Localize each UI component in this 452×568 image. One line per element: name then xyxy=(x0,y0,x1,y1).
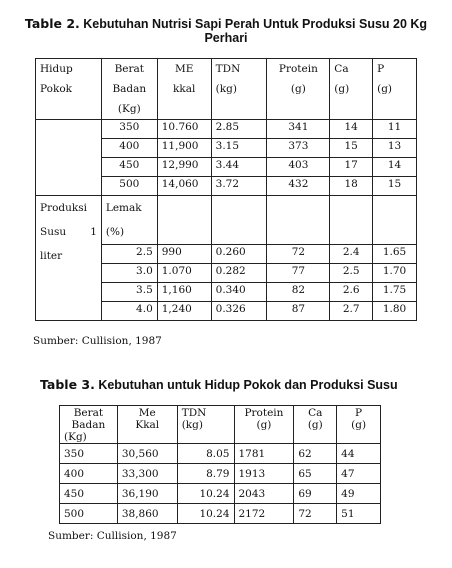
table2-title xyxy=(0,17,452,45)
table3-title-text: Kebutuhan untuk Hidup Pokok dan Produksi Susu xyxy=(94,378,398,392)
table-cell: 350 xyxy=(60,444,118,464)
header-text: (g) xyxy=(307,419,323,431)
susu-amount: 1 xyxy=(90,226,97,238)
table-cell: 1.070 xyxy=(157,264,211,283)
header-text: (g) xyxy=(334,83,350,95)
header-text: P xyxy=(377,63,385,75)
table-cell: 11,900 xyxy=(157,139,211,158)
table-cell: 10.760 xyxy=(157,120,211,139)
table-cell: 12,990 xyxy=(157,158,211,177)
table-cell: 36,190 xyxy=(117,484,177,504)
table-header-row xyxy=(36,59,417,120)
header-text: Kkal xyxy=(135,419,160,431)
header-hidup-pokok xyxy=(36,59,102,120)
table-cell: 3.15 xyxy=(211,139,267,158)
table-cell: 30,560 xyxy=(117,444,177,464)
table-cell: 0.260 xyxy=(211,245,267,264)
table-cell: 51 xyxy=(337,504,381,524)
maintenance-table xyxy=(59,405,381,524)
header-text: TDN xyxy=(215,63,241,75)
header-text: Berat xyxy=(73,407,104,419)
table3-title xyxy=(40,378,440,392)
empty-cell xyxy=(267,196,330,245)
empty-cell xyxy=(373,196,417,245)
header-text: Badan xyxy=(71,419,106,431)
susu-line xyxy=(40,220,97,244)
header-me xyxy=(157,59,211,120)
table-cell: 77 xyxy=(267,264,330,283)
lemak-header xyxy=(101,196,157,245)
header-text: Berat xyxy=(114,63,145,75)
lemak-label: Lemak xyxy=(105,202,142,214)
table-cell: 11 xyxy=(373,120,417,139)
table-cell: 2.6 xyxy=(330,283,373,302)
table-row xyxy=(60,444,381,464)
table2-title-text: Kebutuhan Nutrisi Sapi Perah Untuk Produksi Susu 20 Kg xyxy=(79,17,428,31)
table-cell: 15 xyxy=(330,139,373,158)
table-cell: 72 xyxy=(294,504,337,524)
table-row xyxy=(60,504,381,524)
table-cell: 0.326 xyxy=(211,302,267,321)
table-cell: 10.24 xyxy=(177,484,234,504)
header-text: P xyxy=(355,407,363,419)
table-cell: 1781 xyxy=(234,444,294,464)
table-cell: 65 xyxy=(294,464,337,484)
header-tdn xyxy=(211,59,267,120)
table-row xyxy=(60,464,381,484)
table-cell: 1,160 xyxy=(157,283,211,302)
header-text: Protein xyxy=(244,407,284,419)
header-text: (Kg) xyxy=(117,103,141,115)
table-cell: 0.340 xyxy=(211,283,267,302)
header-protein xyxy=(234,406,294,444)
table-cell: 2.4 xyxy=(330,245,373,264)
table-cell: 82 xyxy=(267,283,330,302)
header-text: Protein xyxy=(278,63,318,75)
table-cell: 4.0 xyxy=(101,302,157,321)
header-text: (g) xyxy=(351,419,367,431)
table2-title-line2: Perhari xyxy=(204,31,248,45)
table-cell: 1.75 xyxy=(373,283,417,302)
nutrition-table xyxy=(35,58,417,321)
header-text: (g) xyxy=(290,83,306,95)
table-cell: 3.44 xyxy=(211,158,267,177)
header-me xyxy=(117,406,177,444)
header-text: Ca xyxy=(334,63,349,75)
lemak-unit: (%) xyxy=(105,226,125,238)
table-row xyxy=(60,484,381,504)
header-text: (kg) xyxy=(215,83,237,95)
liter-label: liter xyxy=(40,250,63,262)
table-cell: 2.85 xyxy=(211,120,267,139)
table-cell: 2172 xyxy=(234,504,294,524)
header-p xyxy=(373,59,417,120)
header-ca xyxy=(330,59,373,120)
header-text: Ca xyxy=(308,407,323,419)
header-tdn xyxy=(177,406,234,444)
table-cell: 2.7 xyxy=(330,302,373,321)
empty-cell xyxy=(330,196,373,245)
susu-label: Susu xyxy=(40,226,67,238)
table-cell: 47 xyxy=(337,464,381,484)
table-cell: 373 xyxy=(267,139,330,158)
table-cell: 8.05 xyxy=(177,444,234,464)
table-cell: 1913 xyxy=(234,464,294,484)
header-berat-badan xyxy=(60,406,118,444)
header-text: Badan xyxy=(112,83,147,95)
table3-label: Table 3. xyxy=(40,377,95,392)
table-cell: 15 xyxy=(373,177,417,196)
table2-title-line1 xyxy=(0,17,452,31)
header-protein xyxy=(267,59,330,120)
table-cell: 14 xyxy=(373,158,417,177)
table3-source: Sumber: Cullision, 1987 xyxy=(48,530,177,542)
table-cell: 87 xyxy=(267,302,330,321)
produksi-header-row xyxy=(36,196,417,245)
table-cell: 500 xyxy=(101,177,157,196)
empty-cell xyxy=(157,196,211,245)
table-cell: 14 xyxy=(330,120,373,139)
empty-cell xyxy=(211,196,267,245)
hidup-pokok-cell xyxy=(36,120,102,196)
header-text: (kg) xyxy=(181,419,203,431)
table-cell: 990 xyxy=(157,245,211,264)
produksi-susu-cell xyxy=(36,196,102,321)
table2-source: Sumber: Cullision, 1987 xyxy=(33,335,162,347)
table-cell: 2.5 xyxy=(101,245,157,264)
table-cell: 350 xyxy=(101,120,157,139)
table-cell: 33,300 xyxy=(117,464,177,484)
table-cell: 3.5 xyxy=(101,283,157,302)
table-cell: 1.65 xyxy=(373,245,417,264)
table-cell: 17 xyxy=(330,158,373,177)
table-cell: 341 xyxy=(267,120,330,139)
header-text: kkal xyxy=(173,83,196,95)
header-ca xyxy=(294,406,337,444)
table-cell: 44 xyxy=(337,444,381,464)
table-cell: 450 xyxy=(101,158,157,177)
table-cell: 1,240 xyxy=(157,302,211,321)
table-cell: 72 xyxy=(267,245,330,264)
table-cell: 69 xyxy=(294,484,337,504)
header-text: (g) xyxy=(377,83,393,95)
table-header-row xyxy=(60,406,381,444)
table-cell: 2.5 xyxy=(330,264,373,283)
header-text: (g) xyxy=(256,419,272,431)
header-p xyxy=(337,406,381,444)
header-text: Me xyxy=(138,407,156,419)
table-cell: 403 xyxy=(267,158,330,177)
table-cell: 432 xyxy=(267,177,330,196)
table2-label: Table 2. xyxy=(24,16,80,31)
header-text: Hidup xyxy=(40,63,73,75)
table-cell: 2043 xyxy=(234,484,294,504)
table-row xyxy=(36,120,417,139)
table-cell: 3.0 xyxy=(101,264,157,283)
table-cell: 500 xyxy=(60,504,118,524)
table-cell: 14,060 xyxy=(157,177,211,196)
header-text: (Kg) xyxy=(64,431,87,443)
table-cell: 8.79 xyxy=(177,464,234,484)
table-cell: 0.282 xyxy=(211,264,267,283)
produksi-label: Produksi xyxy=(40,202,87,214)
table-cell: 10.24 xyxy=(177,504,234,524)
table-cell: 62 xyxy=(294,444,337,464)
table-cell: 13 xyxy=(373,139,417,158)
header-text: ME xyxy=(174,63,194,75)
table-cell: 400 xyxy=(101,139,157,158)
table-cell: 18 xyxy=(330,177,373,196)
table-cell: 400 xyxy=(60,464,118,484)
header-text: TDN xyxy=(181,407,207,419)
table-cell: 38,860 xyxy=(117,504,177,524)
table-cell: 3.72 xyxy=(211,177,267,196)
table-cell: 1.70 xyxy=(373,264,417,283)
header-berat-badan xyxy=(101,59,157,120)
table-cell: 49 xyxy=(337,484,381,504)
table-cell: 1.80 xyxy=(373,302,417,321)
header-text: Pokok xyxy=(40,83,73,95)
table-cell: 450 xyxy=(60,484,118,504)
